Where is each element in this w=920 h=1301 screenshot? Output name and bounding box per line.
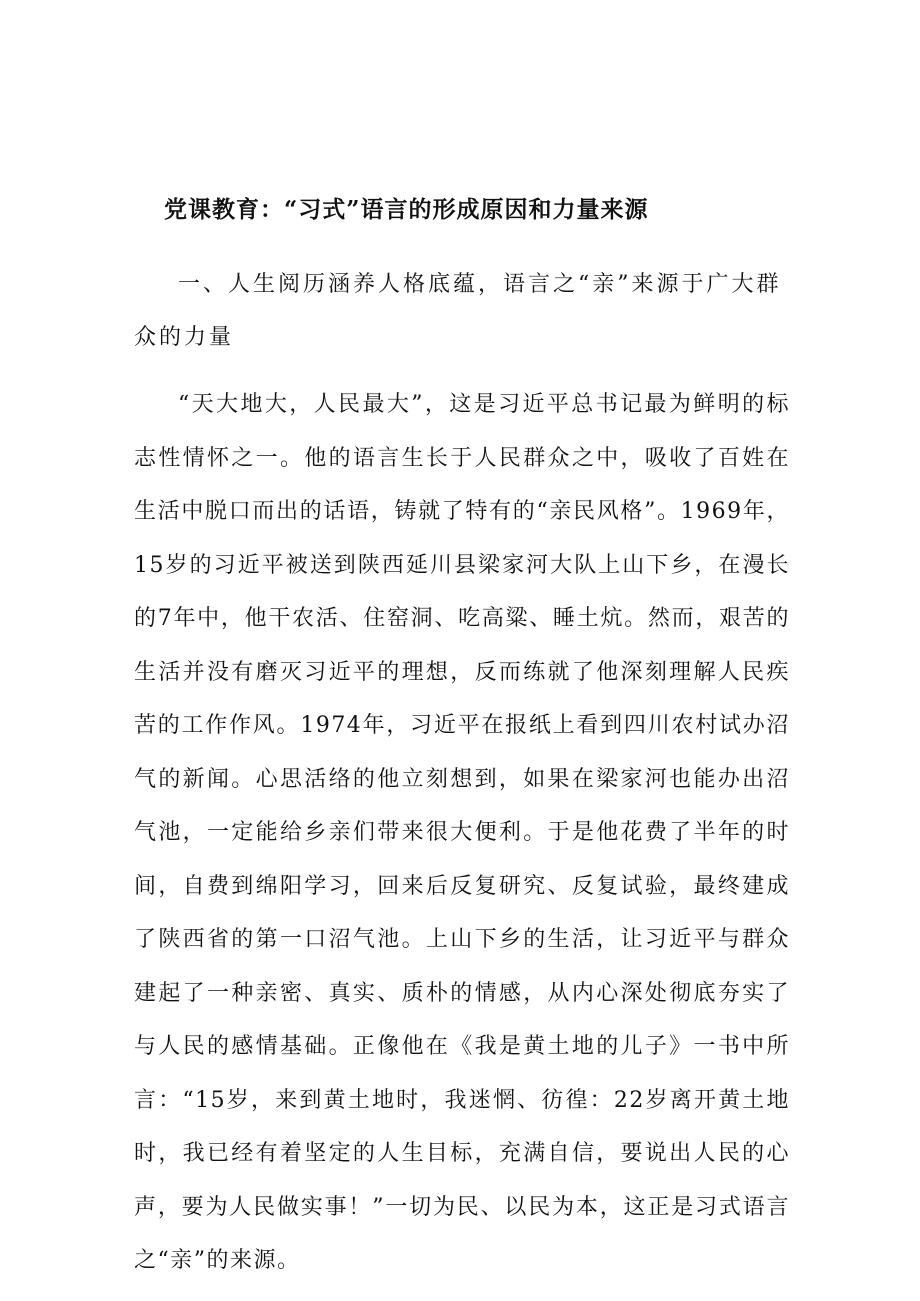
section-heading: 一、人生阅历涵养人格底蕴，语言之“亲”来源于广大群众的力量 — [134, 272, 782, 350]
body-paragraph: “天大地大，人民最大”，这是习近平总书记最为鲜明的标志性情怀之一。他的语言生长于人民群众之中，吸收了百姓在生活中脱口而出的话语，铸就了特有的“亲民风格”。1969年，15岁的习近平被送到陕西延川县梁家河大队上山下乡，在漫长的7年中，他干农活、住窑洞、吃高粱、睡土炕。然而，艰苦的生活并没有磨灭习近平的理想，反而练就了他深刻理解人民疾苦的工作作风。1974年，习近平在报纸上看到四川农村试办沼气的新闻。心思活络的他立刻想到，如果在梁家河也能办出沼气池，一定能给乡亲们带来很大便利。于是他花费了半年的时间，自费到绵阳学习，回来后反复研究、反复试验，最终建成了陕西省的第一口沼气池。上山下乡的生活，让习近平与群众建起了一种亲密、真实、质朴的情感，从内心深处彻底夯实了与人民的感情基础。正像他在《我是黄土地的儿子》一书中所言：“15岁，来到黄土地时，我迷惘、彷徨：22岁离开黄土地时，我已经有着坚定的人生目标，充满自信，要说出人民的心声，要为人民做实事！”一切为民、以民为本，这正是习式语言之“亲”的来源。 — [134, 392, 790, 1273]
section-heading-block — [134, 258, 790, 364]
document-title: 党课教育：“习式”语言的形成原因和力量来源 — [164, 196, 649, 223]
body-text — [134, 378, 790, 1288]
